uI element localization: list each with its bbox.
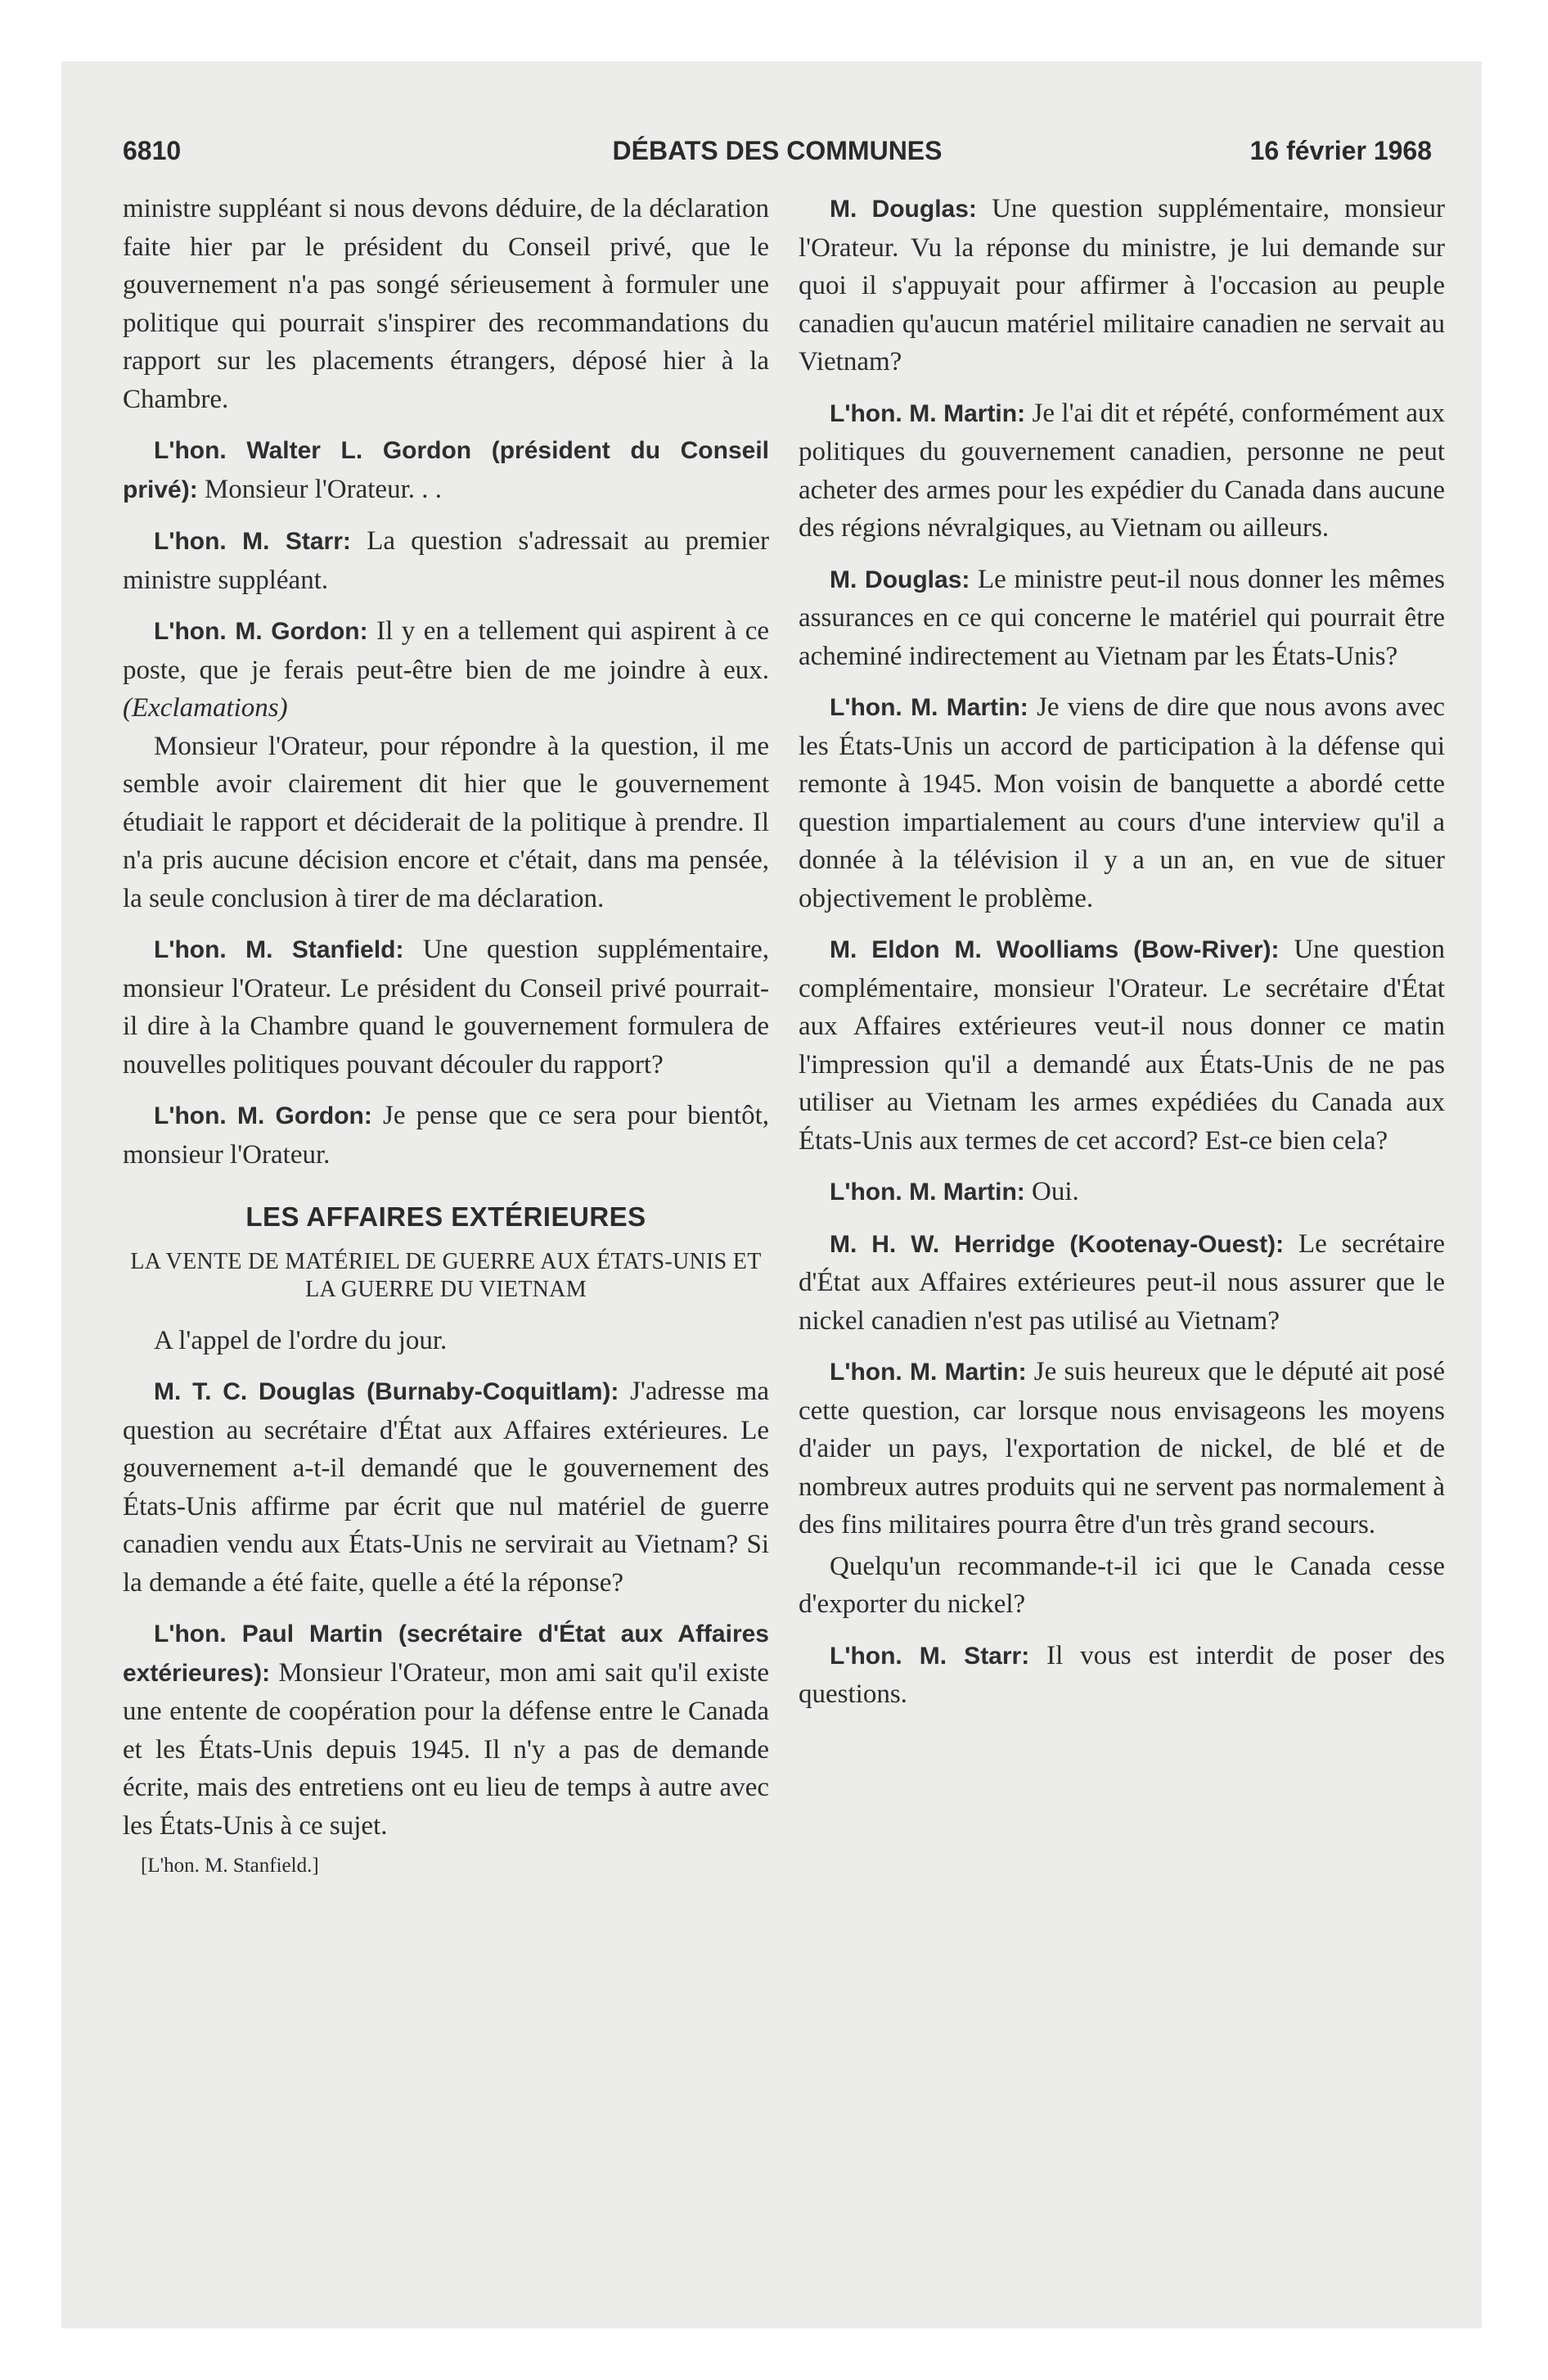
speaker-name: L'hon. M. Martin: <box>830 694 1028 721</box>
paragraph <box>123 1322 769 1360</box>
interjection: (Exclamations) <box>123 693 288 723</box>
right-column <box>799 190 1445 1727</box>
sub-heading: LA VENTE DE MATÉRIEL DE GUERRE AUX ÉTATS-UNIS ET LA GUERRE DU VIETNAM <box>130 1248 762 1302</box>
speaker-name: L'hon. M. Stanfield: <box>154 936 404 963</box>
paragraph-text: La question s'adressait au premier ministre suppléant. <box>123 526 769 595</box>
paragraph-text: Oui. <box>1032 1177 1079 1206</box>
paragraph-text: Le secrétaire d'État aux Affaires extérieures peut-il nous assurer que le nickel canadien n'est pas utilisé au Vietnam? <box>799 1228 1445 1336</box>
paragraph <box>799 688 1445 917</box>
paragraph <box>799 1353 1445 1544</box>
page-number: 6810 <box>123 136 182 165</box>
paragraph <box>123 1097 769 1174</box>
speaker-name: L'hon. M. Starr: <box>830 1642 1030 1670</box>
paragraph-text: Je suis heureux que le député ait posé cette question, car lorsque nous envisageons les moyens d'aider un pays, l'exportation de nickel, de blé et de nombreux autres produits qui ne servent pas normalement à des fins militaires pourra être d'un très grand secours. <box>799 1357 1445 1539</box>
page-footnote: [L'hon. M. Stanfield.] <box>141 1855 319 1877</box>
paragraph-text: Le ministre peut-il nous donner les mêmes assurances en ce qui concerne le matériel qui pourrait être acheminé indirectement au Vietnam par les États-Unis? <box>799 564 1445 671</box>
paragraph-text: Il vous est interdit de poser des questions. <box>799 1640 1445 1709</box>
paragraph <box>799 1225 1445 1341</box>
speaker-name: L'hon. M. Martin: <box>830 399 1026 427</box>
paragraph <box>123 1373 769 1602</box>
paragraph <box>123 728 769 918</box>
speaker-name: L'hon. M. Martin: <box>830 1179 1025 1206</box>
speaker-name: M. Eldon M. Woolliams (Bow-River): <box>830 936 1280 963</box>
paragraph-text: Quelqu'un recommande-t-il ici que le Canada cesse d'exporter du nickel? <box>799 1551 1445 1619</box>
paragraph <box>799 1173 1445 1212</box>
paragraph-text: Une question complémentaire, monsieur l'Orateur. Le secrétaire d'État aux Affaires extérieures veut-il nous donner ce matin l'impression qu'il a demandé aux États-Unis de ne pas utiliser au Vietnam les armes expédiées du Canada aux États-Unis aux termes de cet accord? Est-ce bien cela? <box>799 935 1445 1156</box>
paragraph-text: J'adresse ma question au secrétaire d'État aux Affaires extérieures. Le gouvernement a-t-il demandé que le gouvernement des États-Unis affirme par écrit que nul matériel de guerre canadien vendu aux États-Unis ne servirait au Vietnam? Si la demande a été faite, quelle a été la réponse? <box>123 1377 769 1598</box>
paragraph <box>799 394 1445 548</box>
paragraph <box>123 1615 769 1845</box>
speaker-name: M. T. C. Douglas (Burnaby-Coquitlam): <box>154 1378 619 1405</box>
speaker-name: L'hon. M. Martin: <box>830 1359 1027 1386</box>
left-column <box>123 190 769 1879</box>
paragraph-text: Je pense que ce sera pour bientôt, monsieur l'Orateur. <box>123 1101 770 1170</box>
paragraph <box>123 612 769 728</box>
paragraph <box>799 1548 1445 1624</box>
speaker-name: L'hon. M. Starr: <box>154 528 351 555</box>
paragraph-text: Monsieur l'Orateur, mon ami sait qu'il existe une entente de coopération pour la défense entre le Canada et les États-Unis depuis 1945. Il n'y a pas de demande écrite, mais des entretiens ont eu lieu de temps à autre avec les États-Unis à ce sujet. <box>123 1657 769 1841</box>
paragraph-text: Une question supplémentaire, monsieur l'Orateur. Vu la réponse du ministre, je lui demande sur quoi il s'appuyait pour affirmer à l'occasion au peuple canadien qu'aucun matériel militaire canadien ne servait au Vietnam? <box>799 194 1445 376</box>
paragraph <box>799 561 1445 676</box>
publication-title: DÉBATS DES COMMUNES <box>612 136 943 165</box>
paragraph <box>799 190 1445 381</box>
paragraph <box>123 522 769 599</box>
paragraph-text: Je viens de dire que nous avons avec les États-Unis un accord de participation à la défense qui remonte à 1945. Mon voisin de banquette a abordé cette question impartialement au cours d'une interview qu'il a donnée à la télévision il y a un an, en vue de situer objectivement le problème. <box>799 692 1445 913</box>
paragraph <box>123 931 769 1084</box>
speaker-name: M. Douglas: <box>830 566 970 593</box>
speaker-name: L'hon. M. Gordon: <box>154 1102 372 1129</box>
speaker-name: L'hon. M. Gordon: <box>154 618 368 645</box>
paragraph-text: Je l'ai dit et répété, conformément aux politiques du gouvernement canadien, personne ne peut acheter des armes pour les expédier du Canada dans aucune des régions névralgiques, au Vietnam ou ailleurs. <box>799 398 1445 543</box>
paragraph <box>123 190 769 418</box>
speaker-name: L'hon. Walter L. Gordon (président du Conseil privé): <box>123 437 769 503</box>
speaker-name: M. Douglas: <box>830 196 977 223</box>
issue-date: 16 février 1968 <box>1249 136 1432 165</box>
paragraph-text: Monsieur l'Orateur. . . <box>204 474 442 504</box>
paragraph-text: Une question supplémentaire, monsieur l'Orateur. Le président du Conseil privé pourrait-il dire à la Chambre quand le gouvernement formulera de nouvelles politiques pouvant découler du rapport? <box>123 935 769 1080</box>
speaker-name: M. H. W. Herridge (Kootenay-Ouest): <box>830 1230 1285 1258</box>
paragraph-text: ministre suppléant si nous devons déduire, de la déclaration faite hier par le président du Conseil privé, que le gouvernement n'a pas songé sérieusement à formuler une politique qui pourrait s'inspirer des recommandations du rapport sur les placements étrangers, déposé hier à la Chambre. <box>123 194 769 414</box>
page-header <box>123 136 1432 174</box>
paragraph <box>799 931 1445 1160</box>
paragraph-text: A l'appel de l'ordre du jour. <box>154 1325 448 1355</box>
paragraph <box>123 431 769 509</box>
section-heading: LES AFFAIRES EXTÉRIEURES <box>245 1201 646 1232</box>
paragraph <box>799 1637 1445 1714</box>
paragraph-text: Monsieur l'Orateur, pour répondre à la question, il me semble avoir clairement dit hier que le gouvernement étudiait le rapport et déciderait de la politique à prendre. Il n'a pris aucune décision encore et c'était, dans ma pensée, la seule conclusion à tirer de ma déclaration. <box>123 731 769 913</box>
speaker-name: L'hon. Paul Martin (secrétaire d'État aux Affaires extérieures): <box>123 1620 769 1687</box>
paragraph-text: Il y en a tellement qui aspirent à ce poste, que je ferais peut-être bien de me joindre à eux. <box>123 616 769 685</box>
